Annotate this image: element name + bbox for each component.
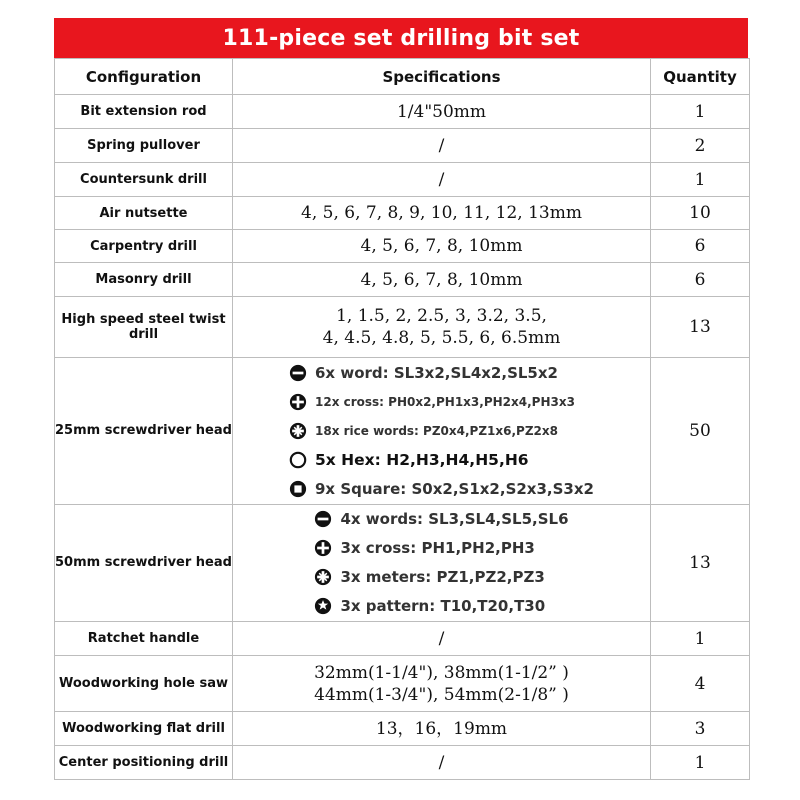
row-name: Center positioning drill (55, 746, 233, 780)
row-qty: 50 (651, 358, 750, 505)
row-spec (233, 358, 651, 505)
row-qty: 2 (651, 129, 750, 163)
list-item-text: 12x cross: PH0x2,PH1x3,PH2x4,PH3x3 (315, 394, 575, 409)
hex-icon (289, 451, 307, 469)
table-row (55, 358, 750, 505)
list-item (314, 534, 568, 563)
table-row (55, 656, 750, 712)
table-row (55, 163, 750, 197)
list-item (289, 358, 594, 387)
row-name: Bit extension rod (55, 95, 233, 129)
table-row (55, 230, 750, 263)
header-specifications: Specifications (233, 59, 651, 95)
title-bar (54, 18, 748, 58)
table-row (55, 746, 750, 780)
list-item (289, 387, 594, 416)
row-qty: 1 (651, 95, 750, 129)
table-row (55, 504, 750, 622)
phillips-icon (314, 539, 332, 557)
row-qty: 13 (651, 504, 750, 622)
list-item (314, 505, 568, 534)
table-row (55, 712, 750, 746)
bit-list (289, 358, 594, 503)
list-item-text: 3x pattern: T10,T20,T30 (340, 597, 546, 615)
row-spec (233, 504, 651, 622)
row-spec: / (233, 163, 651, 197)
row-name: Carpentry drill (55, 230, 233, 263)
page-title: 111-piece set drilling bit set (222, 25, 580, 51)
row-spec: / (233, 129, 651, 163)
list-item-text: 3x meters: PZ1,PZ2,PZ3 (340, 568, 545, 586)
row-name: 25mm screwdriver head (55, 358, 233, 505)
table-row (55, 622, 750, 656)
list-item-text: 9x Square: S0x2,S1x2,S2x3,S3x2 (315, 479, 594, 498)
list-item (314, 592, 568, 621)
table-row (55, 263, 750, 297)
square-icon (289, 480, 307, 498)
row-qty: 1 (651, 622, 750, 656)
list-item-text: 4x words: SL3,SL4,SL5,SL6 (340, 510, 569, 528)
row-name: Air nutsette (55, 197, 233, 230)
spec-line: 44mm(1-3/4"), 54mm(2-1/8” ) (314, 684, 569, 705)
slotted-icon (289, 364, 307, 382)
row-qty: 4 (651, 656, 750, 712)
list-item (289, 445, 594, 474)
spec-line: 4, 4.5, 4.8, 5, 5.5, 6, 6.5mm (322, 328, 561, 348)
row-name: Spring pullover (55, 129, 233, 163)
row-name: 50mm screwdriver head (55, 504, 233, 622)
pozidriv-icon (289, 422, 307, 440)
torx-icon (314, 597, 332, 615)
row-name: Woodworking flat drill (55, 712, 233, 746)
list-item (289, 474, 594, 503)
table-row (55, 297, 750, 358)
list-item-text: 18x rice words: PZ0x4,PZ1x6,PZ2x8 (315, 423, 558, 438)
row-spec: / (233, 622, 651, 656)
row-qty: 1 (651, 746, 750, 780)
pozidriv-icon (314, 568, 332, 586)
slotted-icon (314, 510, 332, 528)
table-row (55, 129, 750, 163)
row-spec: 13，16，19mm (233, 712, 651, 746)
row-qty: 10 (651, 197, 750, 230)
row-spec: 1/4"50mm (233, 95, 651, 129)
header-configuration: Configuration (55, 59, 233, 95)
row-name: Masonry drill (55, 263, 233, 297)
row-qty: 6 (651, 230, 750, 263)
row-qty: 6 (651, 263, 750, 297)
header-row (55, 59, 750, 95)
phillips-icon (289, 393, 307, 411)
row-name: Countersunk drill (55, 163, 233, 197)
header-quantity: Quantity (651, 59, 750, 95)
row-spec: 4, 5, 6, 7, 8, 9, 10, 11, 12, 13mm (233, 197, 651, 230)
row-spec: 4, 5, 6, 7, 8, 10mm (233, 230, 651, 263)
bit-list (314, 505, 568, 621)
list-item-text: 3x cross: PH1,PH2,PH3 (340, 539, 535, 557)
list-item (289, 416, 594, 445)
table-row (55, 197, 750, 230)
row-spec (233, 297, 651, 358)
list-item-text: 6x word: SL3x2,SL4x2,SL5x2 (315, 363, 558, 382)
spec-line: 32mm(1-1/4"), 38mm(1-1/2” ) (314, 662, 569, 683)
row-name: Ratchet handle (55, 622, 233, 656)
row-name: Woodworking hole saw (55, 656, 233, 712)
row-spec: / (233, 746, 651, 780)
list-item (314, 563, 568, 592)
row-spec: 4, 5, 6, 7, 8, 10mm (233, 263, 651, 297)
list-item-text: 5x Hex: H2,H3,H4,H5,H6 (315, 450, 529, 469)
row-qty: 1 (651, 163, 750, 197)
row-name: High speed steel twist drill (55, 297, 233, 358)
table-row (55, 95, 750, 129)
spec-line: 1, 1.5, 2, 2.5, 3, 3.2, 3.5, (336, 306, 547, 326)
row-spec (233, 656, 651, 712)
spec-table (54, 58, 750, 780)
row-qty: 13 (651, 297, 750, 358)
row-qty: 3 (651, 712, 750, 746)
